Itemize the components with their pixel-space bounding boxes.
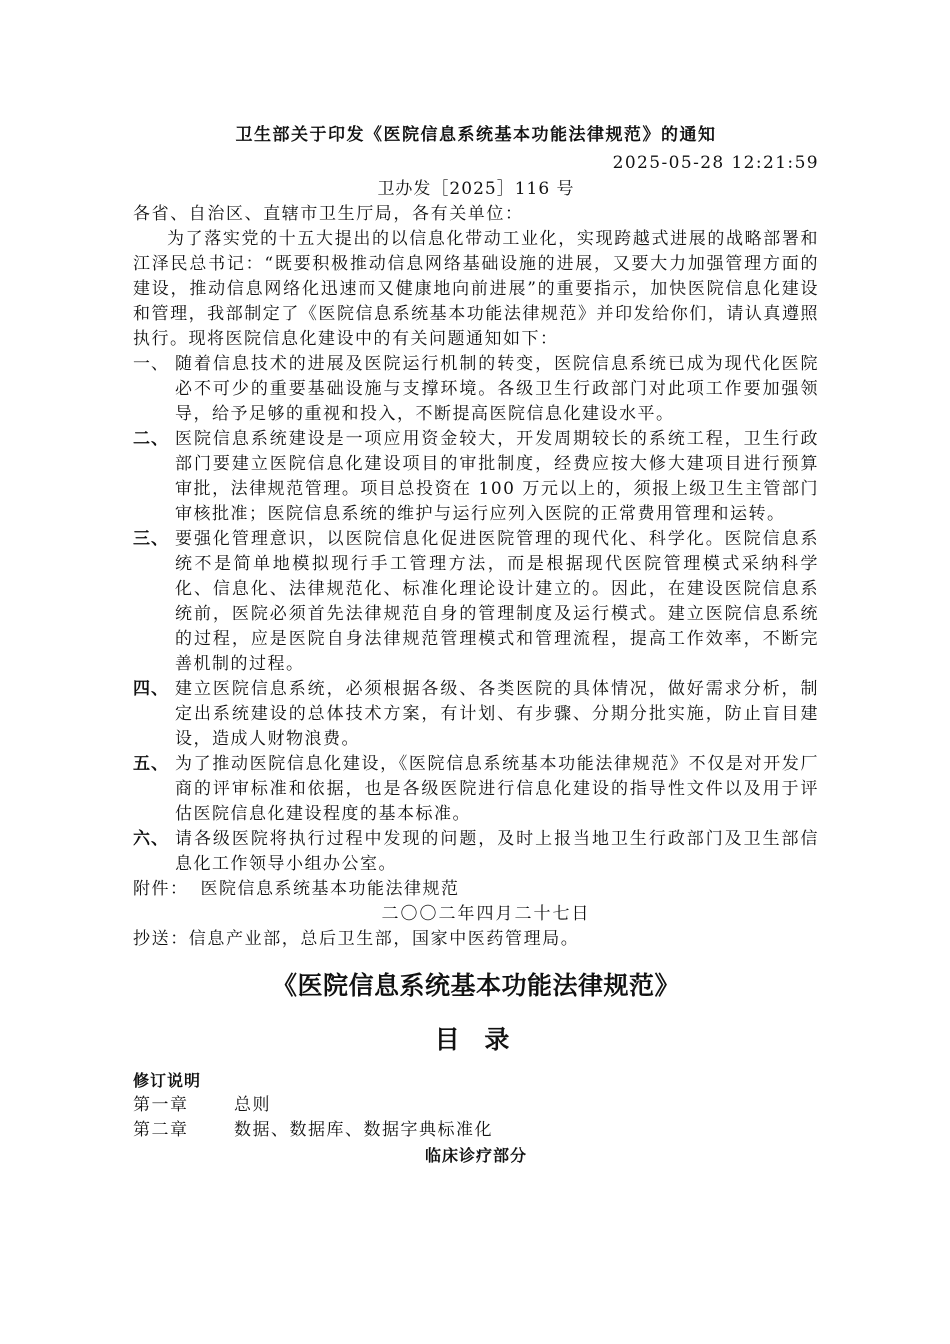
timestamp: 2025-05-28 12:21:59: [612, 153, 819, 173]
list-item: [133, 677, 819, 752]
revision-note: 修订说明: [133, 1071, 202, 1090]
chapter-name: 数据、数据库、数据字典标准化: [234, 1120, 493, 1140]
list-item: [133, 527, 819, 677]
item-number: 三、: [133, 529, 169, 549]
list-item: [133, 827, 819, 877]
item-number: 四、: [133, 679, 169, 699]
toc-entry: [133, 1093, 819, 1118]
item-text: 建立医院信息系统，必须根据各级、各类医院的具体情况，做好需求分析，制定出系统建设的总体技术方案，有计划、有步骤、分期分批实施，防止盲目建设，造成人财物浪费。: [175, 679, 819, 749]
item-text: 要强化管理意识，以医院信息化促进医院管理的现代化、科学化。医院信息系统不是简单地模拟现行手工管理方法，而是根据现代医院管理模式采纳科学化、信息化、法律规范化、标准化理论设计建立的。因此，在建设医院信息系统前，医院必须首先法律规范自身的管理制度及运行模式。建立医院信息系统的过程，应是医院自身法律规范管理模式和管理流程，提高工作效率，不断完善机制的过程。: [175, 529, 819, 674]
chapter-number: 第二章: [133, 1120, 189, 1140]
notice-title: 卫生部关于印发《医院信息系统基本功能法律规范》的通知: [235, 125, 717, 145]
chapter-name: 总则: [234, 1095, 271, 1115]
item-text: 随着信息技术的进展及医院运行机制的转变，医院信息系统已成为现代化医院必不可少的重要基础设施与支撑环境。各级卫生行政部门对此项工作要加强领导，给予足够的重视和投入，不断提高医院信息化建设水平。: [175, 354, 819, 424]
attachment-line: [133, 877, 819, 902]
item-number: 五、: [133, 754, 169, 774]
list-item: [133, 752, 819, 827]
section-heading: 临床诊疗部分: [424, 1146, 527, 1165]
cc-line: 抄送：信息产业部，总后卫生部，国家中医药管理局。: [133, 929, 580, 949]
spec-title: 《医院信息系统基本功能法律规范》: [271, 971, 680, 1000]
toc-title: 目 录: [434, 1025, 518, 1054]
list-item: [133, 427, 819, 527]
item-number: 一、: [133, 354, 169, 374]
salutation: 各省、自治区、直辖市卫生厅局，各有关单位：: [133, 204, 524, 224]
intro-paragraph: 为了落实党的十五大提出的以信息化带动工业化，实现跨越式进展的战略部署和江泽民总书记：“既要积极推动信息网络基础设施的进展，又要大力加强管理方面的建设，推动信息网络化迅速而又健康地向前进展”的重要指示，加快医院信息化建设和管理，我部制定了《医院信息系统基本功能法律规范》并印发给你们，请认真遵照执行。现将医院信息化建设中的有关问题通知如下：: [133, 229, 819, 349]
item-text: 请各级医院将执行过程中发现的问题，及时上报当地卫生行政部门及卫生部信息化工作领导小组办公室。: [175, 829, 819, 874]
chapter-number: 第一章: [133, 1095, 189, 1115]
attachment-label: 附件：: [133, 879, 189, 899]
item-number: 六、: [133, 829, 169, 849]
document-page: [133, 118, 819, 1169]
toc-entry: [133, 1118, 819, 1143]
item-text: 医院信息系统建设是一项应用资金较大，开发周期较长的系统工程，卫生行政部门要建立医院信息化建设项目的审批制度，经费应按大修大建项目进行预算审批，法律规范管理。项目总投资在 100 万元以上的，须报上级卫生主管部门审核批准；医院信息系统的维护与运行应列入医院的正常费用管理和运转。: [175, 429, 819, 524]
item-text: 为了推动医院信息化建设，《医院信息系统基本功能法律规范》不仅是对开发厂商的评审标准和依据，也是各级医院进行信息化建设的指导性文件以及用于评估医院信息化建设程度的基本标准。: [175, 754, 819, 824]
attachment-text: 医院信息系统基本功能法律规范: [200, 879, 460, 899]
list-item: [133, 352, 819, 427]
item-number: 二、: [133, 429, 169, 449]
issue-date: 二〇〇二年四月二十七日: [381, 904, 591, 924]
document-number: 卫办发［2025］116 号: [377, 179, 575, 199]
